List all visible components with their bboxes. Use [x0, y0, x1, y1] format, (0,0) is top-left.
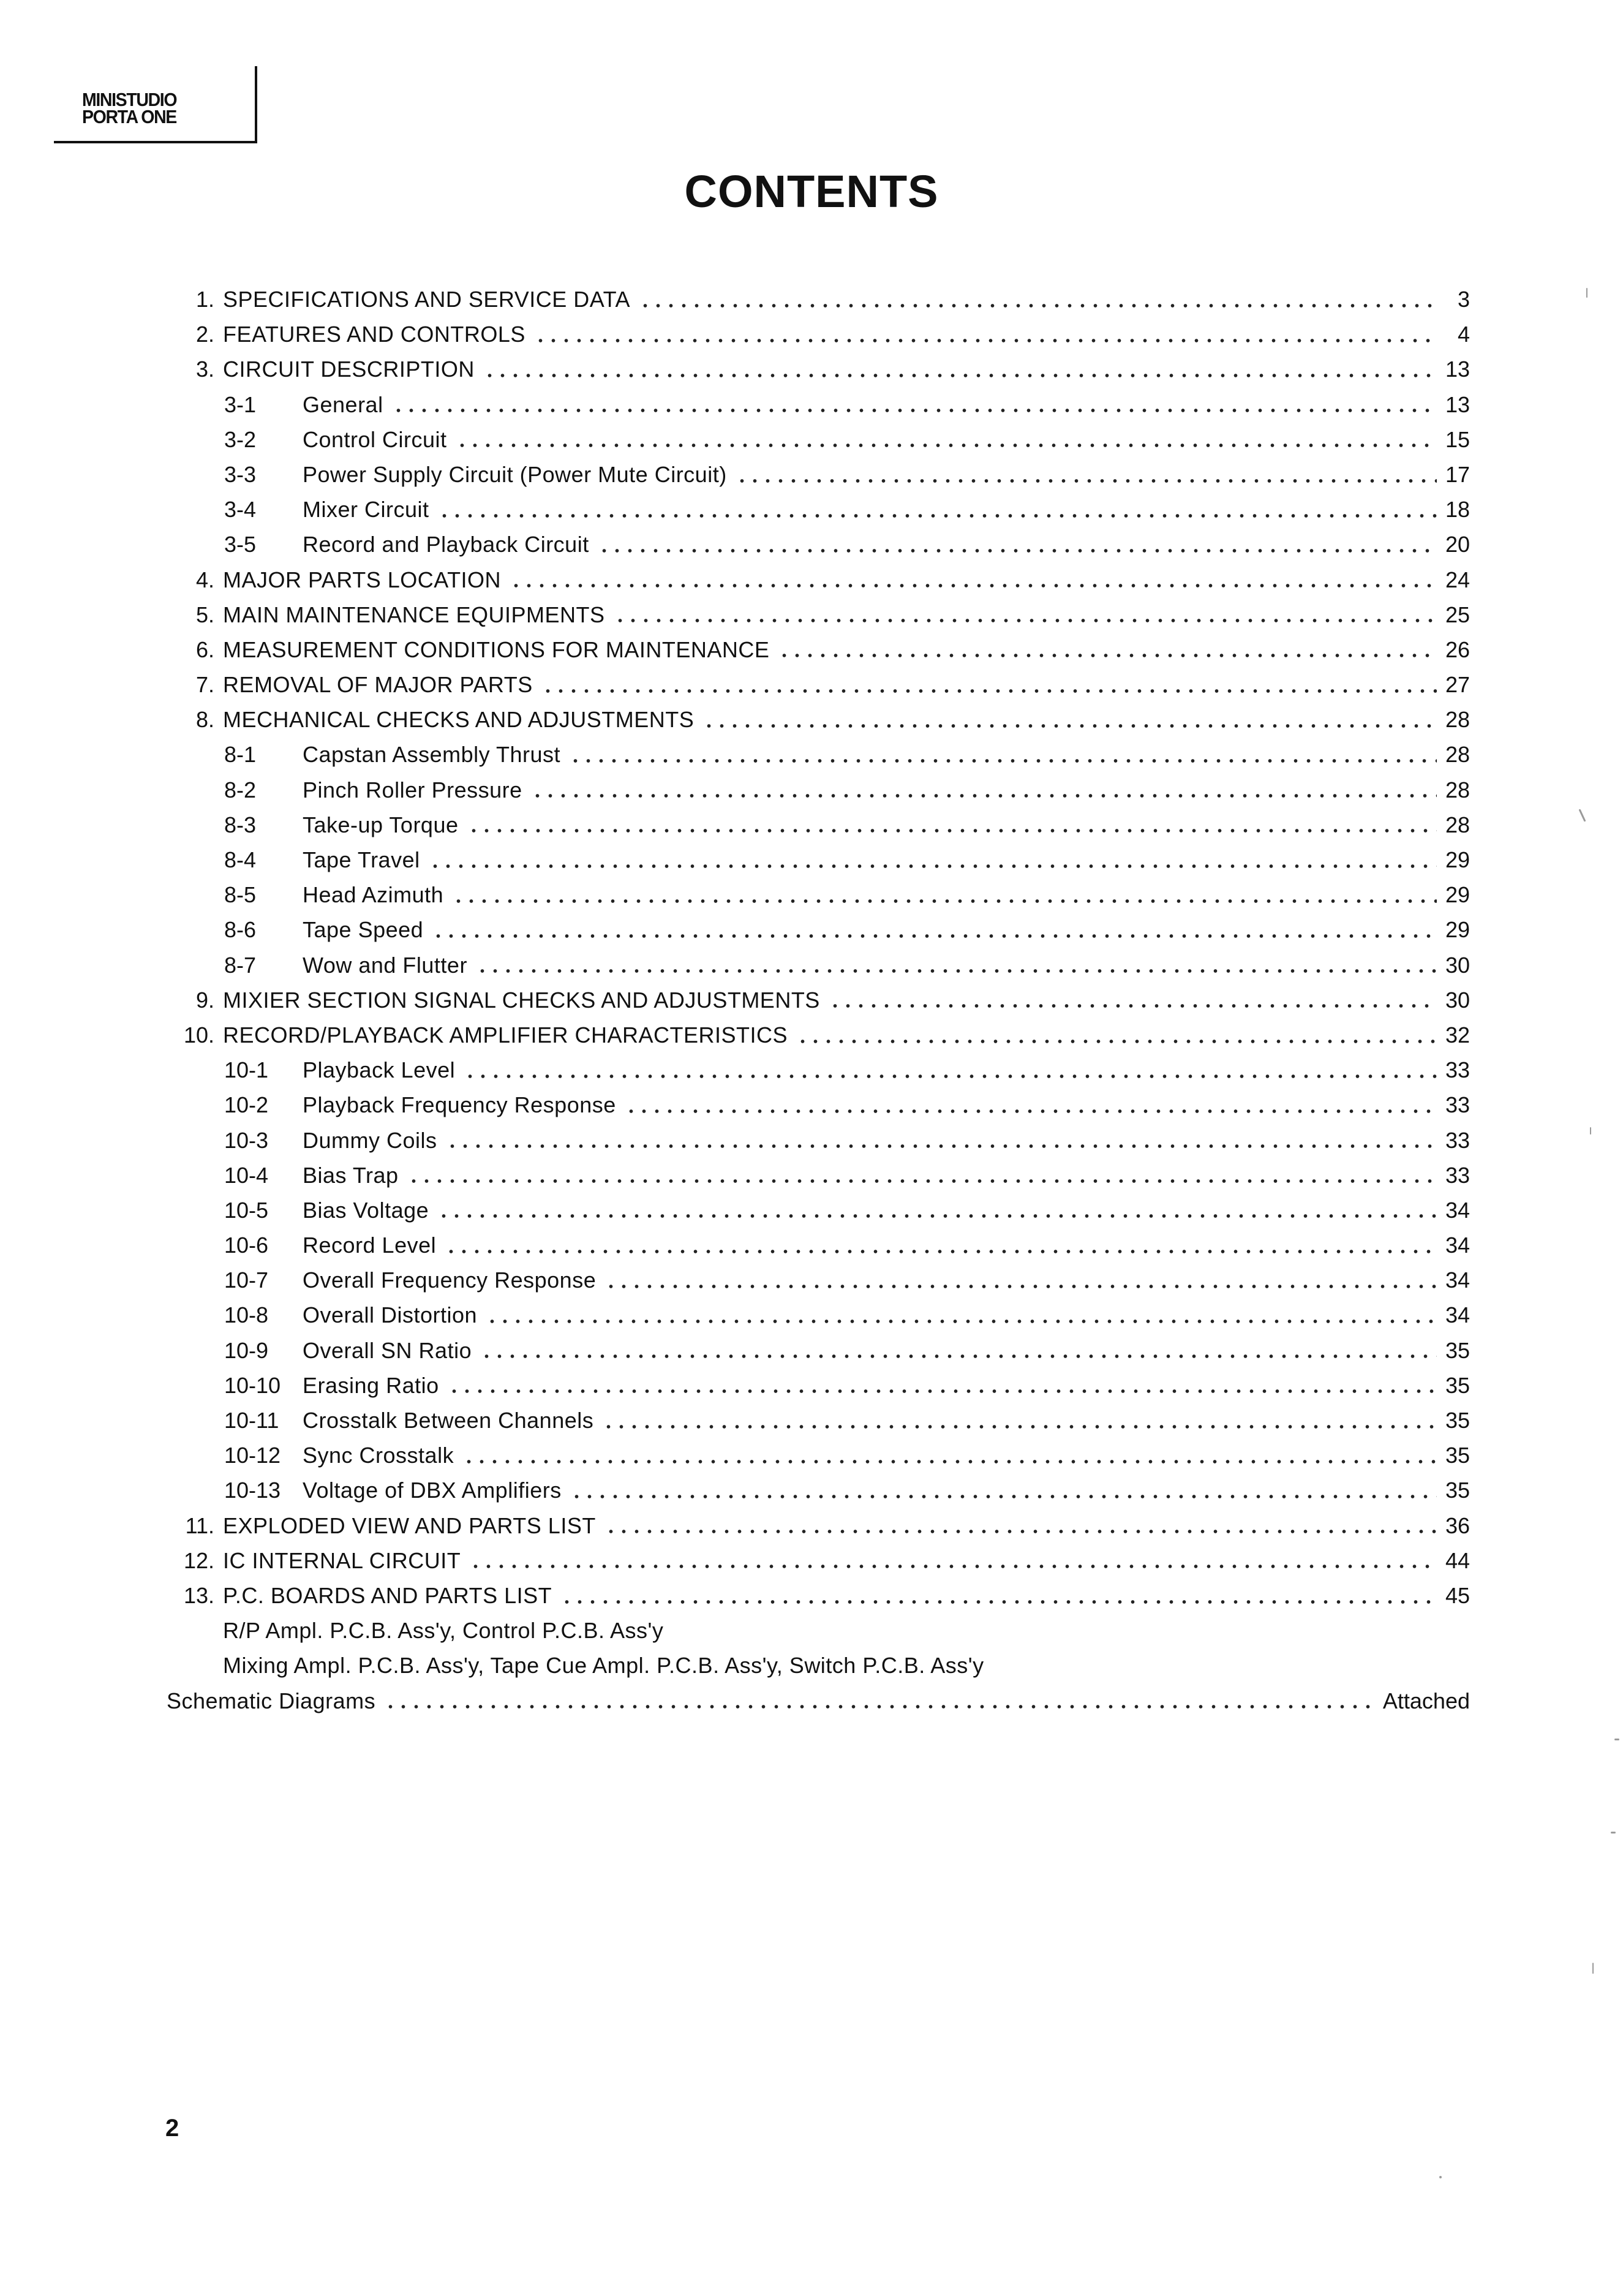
toc-entry-title: Take-up Torque: [303, 812, 459, 837]
toc-subsection-row: [165, 1368, 1470, 1403]
toc-dot-leader: [625, 1108, 1437, 1114]
toc-entry-page: 13: [1445, 357, 1470, 382]
toc-entry-title: IC INTERNAL CIRCUIT: [223, 1547, 461, 1573]
toc-entry-page: 44: [1445, 1547, 1470, 1573]
toc-entry-number: 3-5: [224, 532, 257, 557]
toc-dot-leader: [560, 1599, 1437, 1605]
toc-entry-number: 10-4: [224, 1162, 269, 1188]
toc-dot-leader: [486, 1318, 1437, 1324]
toc-entry-number: 10-11: [224, 1408, 279, 1433]
toc-subsection-row: [165, 1123, 1470, 1158]
toc-entry-page: 35: [1445, 1337, 1470, 1363]
toc-dot-leader: [446, 1143, 1437, 1149]
toc-dot-leader: [464, 1073, 1437, 1079]
toc-entry-title: Head Azimuth: [303, 882, 444, 908]
toc-dot-leader: [829, 1003, 1437, 1009]
toc-entry-number: 1.: [195, 287, 214, 312]
toc-subsection-row: [165, 1228, 1470, 1263]
toc-entry-number: 10-12: [224, 1443, 281, 1468]
toc-dot-leader: [467, 828, 1437, 834]
toc-entry-title: MEASUREMENT CONDITIONS FOR MAINTENANCE: [223, 636, 770, 662]
toc-section-row: [165, 317, 1470, 352]
page-number: 2: [165, 2115, 179, 2142]
toc-entry-title: RECORD/PLAYBACK AMPLIFIER CHARACTERISTICS: [223, 1022, 788, 1048]
toc-dot-leader: [469, 1563, 1437, 1569]
toc-entry-page: 34: [1445, 1267, 1470, 1293]
toc-dot-leader: [392, 407, 1437, 414]
toc-entry-page: 33: [1445, 1127, 1470, 1153]
toc-subsection-row: [165, 842, 1470, 877]
toc-dot-leader: [604, 1528, 1437, 1535]
toc-entry-page: 33: [1445, 1162, 1470, 1188]
toc-entry-number: 12.: [183, 1547, 214, 1573]
toc-entry-title: Sync Crosstalk: [303, 1443, 454, 1468]
toc-entry-title: Pinch Roller Pressure: [303, 777, 522, 802]
toc-subsection-row: [165, 1052, 1470, 1087]
toc-dot-leader: [534, 338, 1437, 344]
toc-entry-title: Tape Travel: [303, 847, 420, 872]
toc-entry-number: 10-7: [224, 1267, 269, 1293]
toc-dot-leader: [448, 1388, 1437, 1394]
toc-entry-page: 33: [1445, 1057, 1470, 1083]
toc-entry-number: 10-1: [224, 1057, 269, 1083]
toc-subsection-row: [165, 948, 1470, 983]
toc-dot-leader: [639, 303, 1437, 309]
toc-dot-leader: [432, 933, 1437, 939]
toc-entry-number: 9.: [195, 987, 214, 1013]
toc-entry-title: Voltage of DBX Amplifiers: [303, 1478, 562, 1503]
toc-entry-number: 10-5: [224, 1197, 269, 1223]
toc-entry-title: Overall SN Ratio: [303, 1337, 472, 1363]
toc-entry-title: Mixer Circuit: [303, 497, 429, 523]
toc-entry-title: Bias Trap: [303, 1162, 399, 1188]
toc-entry-page: 26: [1445, 636, 1470, 662]
toc-entry-number: 8-6: [224, 917, 257, 943]
toc-subsection-row: [165, 457, 1470, 492]
toc-entry-number: 3-2: [224, 426, 257, 452]
toc-dot-leader: [796, 1038, 1437, 1044]
toc-entry-number: 13.: [183, 1582, 214, 1608]
toc-entry-page: 36: [1445, 1512, 1470, 1538]
brand-name-line2: PORTA ONE: [82, 106, 176, 127]
toc-entry-page: 34: [1445, 1302, 1470, 1328]
toc-entry-title: Tape Speed: [303, 917, 424, 943]
toc-entry-page: 28: [1445, 812, 1470, 837]
toc-entry-page: 27: [1445, 672, 1470, 698]
toc-entry-page: 15: [1445, 426, 1470, 452]
toc-dot-leader: [437, 1213, 1437, 1219]
toc-dot-leader: [702, 723, 1437, 729]
toc-dot-leader: [456, 442, 1437, 448]
scan-speck: [1439, 2176, 1442, 2178]
toc-subsection-row: [165, 1087, 1470, 1122]
toc-dot-leader: [384, 1704, 1374, 1710]
toc-section-row: [165, 1578, 1470, 1613]
toc-entry-page: 28: [1445, 707, 1470, 733]
toc-entry-page: 32: [1445, 1022, 1470, 1048]
toc-subsection-row: [165, 807, 1470, 842]
toc-subsection-row: [165, 1438, 1470, 1473]
toc-section-row: [165, 983, 1470, 1018]
brand-logo-box: [54, 66, 257, 143]
scan-speck: [1590, 1127, 1591, 1135]
toc-dot-leader: [736, 478, 1437, 484]
toc-entry-number: 8-3: [224, 812, 257, 837]
toc-subsection-row: [165, 1158, 1470, 1193]
toc-section-row: [165, 667, 1470, 702]
toc-entry-title: Control Circuit: [303, 426, 447, 452]
toc-schematic-page: Attached: [1382, 1688, 1470, 1713]
toc-entry-page: 13: [1445, 391, 1470, 417]
toc-section-row: [165, 352, 1470, 387]
toc-entry-page: 29: [1445, 917, 1470, 943]
toc-dot-leader: [778, 652, 1437, 659]
toc-entry-title: REMOVAL OF MAJOR PARTS: [223, 672, 533, 698]
toc-continuation-text: R/P Ampl. P.C.B. Ass'y, Control P.C.B. Ass'y: [223, 1618, 664, 1644]
toc-entry-number: 10-13: [224, 1478, 281, 1503]
toc-dot-leader: [438, 513, 1437, 519]
toc-entry-page: 28: [1445, 777, 1470, 802]
toc-continuation-text: Mixing Ampl. P.C.B. Ass'y, Tape Cue Ampl. P.C.B. Ass'y, Switch P.C.B. Ass'y: [223, 1653, 984, 1679]
toc-entry-number: 8.: [195, 707, 214, 733]
toc-entry-number: 3-1: [224, 391, 257, 417]
toc-entry-page: 35: [1445, 1443, 1470, 1468]
toc-entry-title: MAIN MAINTENANCE EQUIPMENTS: [223, 602, 605, 627]
toc-entry-title: Power Supply Circuit (Power Mute Circuit): [303, 461, 727, 487]
toc-entry-title: Record and Playback Circuit: [303, 532, 589, 557]
toc-subsection-row: [165, 772, 1470, 807]
toc-section-row: [165, 1018, 1470, 1052]
toc-entry-title: SPECIFICATIONS AND SERVICE DATA: [223, 287, 630, 312]
toc-entry-title: Playback Frequency Response: [303, 1092, 616, 1118]
toc-entry-page: 34: [1445, 1233, 1470, 1258]
toc-section-row: [165, 1543, 1470, 1578]
toc-subsection-row: [165, 527, 1470, 562]
toc-subsection-row: [165, 492, 1470, 527]
toc-entry-page: 25: [1445, 602, 1470, 627]
toc-entry-number: 10-9: [224, 1337, 269, 1363]
toc-entry-title: Overall Distortion: [303, 1302, 478, 1328]
toc-entry-page: 24: [1445, 567, 1470, 592]
toc-entry-page: 33: [1445, 1092, 1470, 1118]
brand-name-line1: MINISTUDIO: [82, 89, 177, 110]
toc-subsection-row: [165, 422, 1470, 457]
toc-section-row: [165, 562, 1470, 597]
toc-dot-leader: [604, 1283, 1437, 1290]
toc-entry-number: 11.: [185, 1512, 214, 1538]
toc-entry-title: Overall Frequency Response: [303, 1267, 597, 1293]
toc-dot-leader: [602, 1424, 1437, 1430]
toc-entry-page: 30: [1445, 987, 1470, 1013]
toc-entry-title: Dummy Coils: [303, 1127, 437, 1153]
toc-entry-page: 17: [1445, 461, 1470, 487]
toc-dot-leader: [445, 1248, 1437, 1255]
toc-entry-page: 35: [1445, 1372, 1470, 1398]
toc-subsection-row: [165, 1297, 1470, 1332]
scan-speck: [1586, 288, 1587, 298]
toc-entry-title: Crosstalk Between Channels: [303, 1408, 594, 1433]
toc-entry-number: 3.: [195, 357, 214, 382]
toc-dot-leader: [598, 548, 1437, 554]
toc-entry-title: MIXIER SECTION SIGNAL CHECKS AND ADJUSTMENTS: [223, 987, 820, 1013]
scan-speck: [1578, 809, 1586, 821]
toc-entry-number: 10-10: [224, 1372, 281, 1398]
toc-entry-number: 6.: [195, 636, 214, 662]
toc-subsection-row: [165, 1403, 1470, 1438]
toc-entry-title: Capstan Assembly Thrust: [303, 742, 561, 768]
toc-continuation-line: [165, 1648, 1470, 1683]
scan-speck: [1592, 1963, 1594, 1974]
toc-subsection-row: [165, 737, 1470, 772]
toc-subsection-row: [165, 387, 1470, 422]
toc-entry-page: 34: [1445, 1197, 1470, 1223]
toc-section-row: [165, 597, 1470, 632]
toc-entry-number: 4.: [195, 567, 214, 592]
toc-section-row: [165, 1508, 1470, 1543]
toc-dot-leader: [407, 1178, 1437, 1184]
table-of-contents: [165, 282, 1470, 1718]
toc-entry-title: CIRCUIT DESCRIPTION: [223, 357, 475, 382]
toc-subsection-row: [165, 912, 1470, 947]
toc-entry-page: 29: [1445, 847, 1470, 872]
toc-dot-leader: [541, 688, 1437, 694]
toc-entry-title: Record Level: [303, 1233, 437, 1258]
toc-entry-title: MECHANICAL CHECKS AND ADJUSTMENTS: [223, 707, 695, 733]
toc-entry-page: 28: [1445, 742, 1470, 768]
toc-entry-page: 18: [1445, 497, 1470, 523]
toc-entry-page: 20: [1445, 532, 1470, 557]
toc-subsection-row: [165, 1333, 1470, 1368]
toc-entry-title: P.C. BOARDS AND PARTS LIST: [223, 1582, 552, 1608]
page-title: CONTENTS: [684, 166, 939, 217]
toc-entry-number: 10-3: [224, 1127, 269, 1153]
toc-entry-number: 8-2: [224, 777, 257, 802]
toc-section-row: [165, 282, 1470, 317]
toc-entry-number: 8-7: [224, 952, 257, 978]
scan-speck: [1611, 1832, 1616, 1833]
toc-dot-leader: [452, 898, 1437, 904]
toc-entry-number: 8-5: [224, 882, 257, 908]
toc-entry-title: EXPLODED VIEW AND PARTS LIST: [223, 1512, 596, 1538]
toc-subsection-row: [165, 877, 1470, 912]
toc-entry-number: 10-2: [224, 1092, 269, 1118]
toc-dot-leader: [480, 1353, 1437, 1359]
toc-schematic-row: [157, 1683, 1470, 1718]
toc-dot-leader: [429, 863, 1437, 869]
toc-entry-number: 8-1: [224, 742, 257, 768]
toc-entry-page: 35: [1445, 1478, 1470, 1503]
toc-entry-title: Wow and Flutter: [303, 952, 467, 978]
toc-dot-leader: [531, 793, 1437, 799]
toc-entry-title: FEATURES AND CONTROLS: [223, 322, 525, 347]
toc-entry-title: General: [303, 391, 383, 417]
toc-dot-leader: [570, 1494, 1437, 1500]
toc-entry-page: 30: [1445, 952, 1470, 978]
toc-entry-number: 10-8: [224, 1302, 269, 1328]
toc-entry-number: 3-3: [224, 461, 257, 487]
toc-schematic-title: Schematic Diagrams: [167, 1688, 376, 1713]
toc-entry-title: Playback Level: [303, 1057, 456, 1083]
toc-dot-leader: [483, 372, 1437, 379]
toc-entry-number: 2.: [195, 322, 214, 347]
toc-dot-leader: [510, 583, 1437, 589]
toc-dot-leader: [569, 758, 1437, 764]
toc-dot-leader: [462, 1459, 1437, 1465]
toc-entry-number: 10.: [183, 1022, 214, 1048]
toc-entry-page: 45: [1445, 1582, 1470, 1608]
toc-entry-title: Erasing Ratio: [303, 1372, 439, 1398]
toc-entry-page: 35: [1445, 1408, 1470, 1433]
toc-dot-leader: [614, 617, 1437, 624]
toc-entry-page: 3: [1457, 287, 1470, 312]
toc-entry-number: 5.: [195, 602, 214, 627]
toc-dot-leader: [476, 968, 1437, 974]
toc-subsection-row: [165, 1263, 1470, 1297]
scan-speck: [1614, 1739, 1619, 1740]
toc-subsection-row: [165, 1193, 1470, 1228]
toc-entry-number: 8-4: [224, 847, 257, 872]
toc-entry-number: 7.: [195, 672, 214, 698]
toc-section-row: [165, 702, 1470, 737]
toc-entry-page: 29: [1445, 882, 1470, 908]
toc-entry-number: 10-6: [224, 1233, 269, 1258]
toc-entry-number: 3-4: [224, 497, 257, 523]
toc-continuation-line: [165, 1613, 1470, 1648]
toc-entry-page: 4: [1457, 322, 1470, 347]
toc-entry-title: MAJOR PARTS LOCATION: [223, 567, 502, 592]
toc-entry-title: Bias Voltage: [303, 1197, 429, 1223]
toc-section-row: [165, 632, 1470, 667]
toc-subsection-row: [165, 1473, 1470, 1508]
